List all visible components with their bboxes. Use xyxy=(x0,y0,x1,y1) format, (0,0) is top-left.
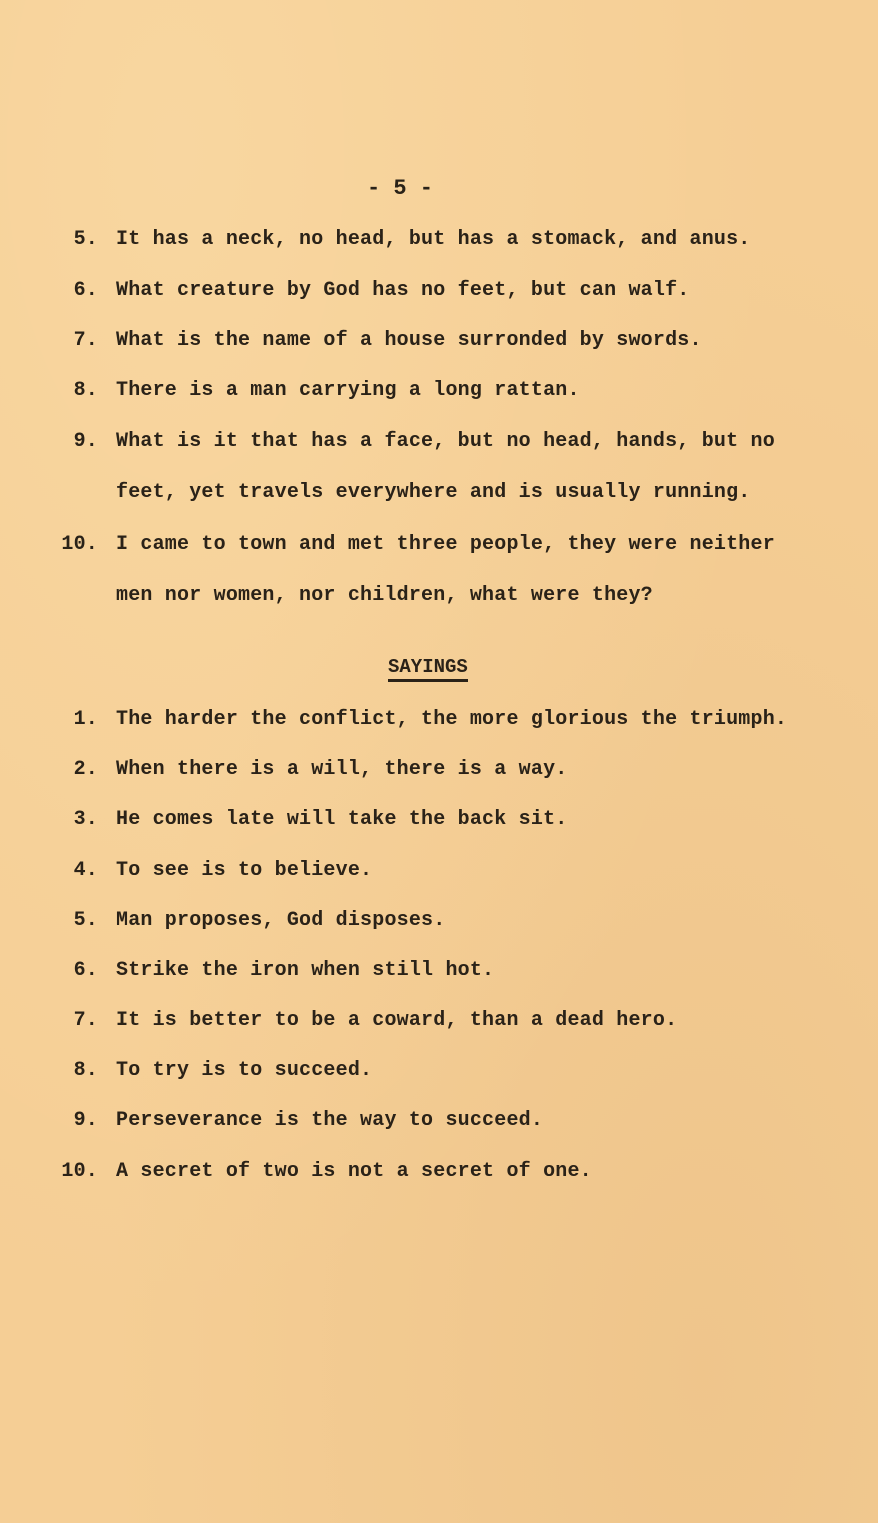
riddle-number: 8. xyxy=(73,379,98,402)
saying-text: To try is to succeed. xyxy=(116,1059,373,1082)
riddle-number: 7. xyxy=(73,329,98,352)
saying-text: When there is a will, there is a way. xyxy=(116,758,568,781)
riddle-text: I came to town and met three people, they were neither xyxy=(116,533,775,556)
sayings-heading: SAYINGS xyxy=(388,656,468,682)
saying-number: 5. xyxy=(73,909,98,932)
riddle-number: 5. xyxy=(73,228,98,251)
riddle-text: There is a man carrying a long rattan. xyxy=(116,379,580,402)
saying-number: 8. xyxy=(73,1059,98,1082)
saying-text: Man proposes, God disposes. xyxy=(116,909,446,932)
riddle-text: It has a neck, no head, but has a stomack, and anus. xyxy=(116,228,751,251)
page-number: - 5 - xyxy=(366,176,433,201)
riddle-number: 10. xyxy=(61,533,98,556)
riddle-text: What is it that has a face, but no head, hands, but no xyxy=(116,430,775,453)
saying-text: It is better to be a coward, than a dead hero. xyxy=(116,1009,678,1032)
saying-number: 7. xyxy=(73,1009,98,1032)
riddle-number: 6. xyxy=(73,279,98,302)
saying-number: 4. xyxy=(73,859,98,882)
saying-number: 3. xyxy=(73,808,98,831)
saying-text: Strike the iron when still hot. xyxy=(116,959,495,982)
saying-text: A secret of two is not a secret of one. xyxy=(116,1160,592,1183)
saying-number: 2. xyxy=(73,758,98,781)
riddle-text: men nor women, nor children, what were they? xyxy=(116,584,653,607)
saying-number: 6. xyxy=(73,959,98,982)
riddle-text: What creature by God has no feet, but can walf. xyxy=(116,279,690,302)
saying-number: 1. xyxy=(73,708,98,731)
saying-text: To see is to believe. xyxy=(116,859,373,882)
saying-text: Perseverance is the way to succeed. xyxy=(116,1109,544,1132)
riddle-text: feet, yet travels everywhere and is usually running. xyxy=(116,481,751,504)
riddle-text: What is the name of a house surronded by swords. xyxy=(116,329,702,352)
saying-text: The harder the conflict, the more glorious the triumph. xyxy=(116,708,788,731)
riddle-number: 9. xyxy=(73,430,98,453)
saying-number: 10. xyxy=(61,1160,98,1183)
saying-text: He comes late will take the back sit. xyxy=(116,808,568,831)
saying-number: 9. xyxy=(73,1109,98,1132)
